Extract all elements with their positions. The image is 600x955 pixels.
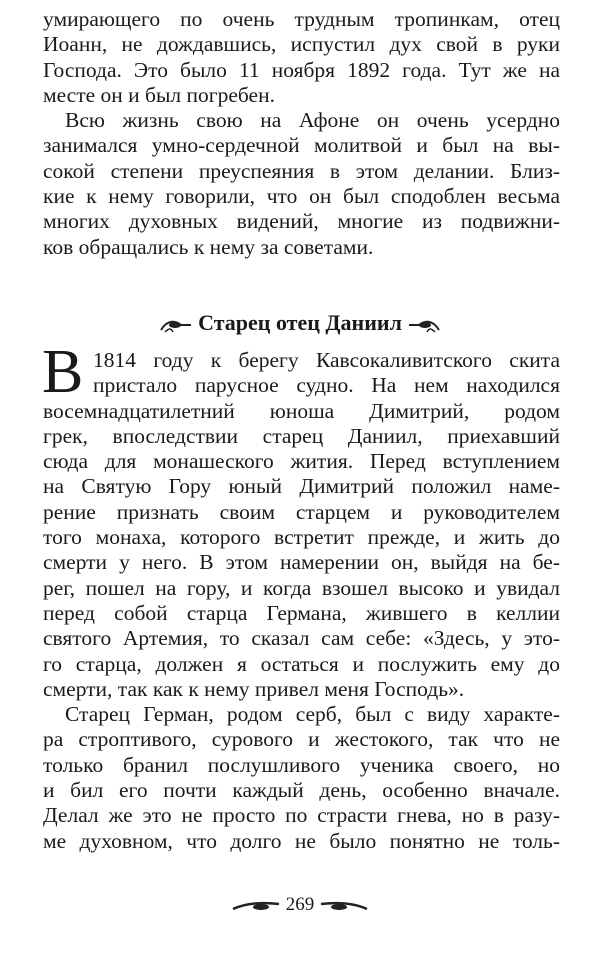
- top-text: [43, 7, 560, 260]
- text-line: го старца, должен я остаться и послужить ему до: [43, 651, 560, 676]
- text-line: пристало парусное судно. На нем находился: [93, 373, 560, 398]
- text-line: рение признать своим старцем и руководителем: [43, 499, 560, 524]
- text-line: ра строптивого, сурового и жестокого, так что не: [43, 727, 560, 752]
- text-line: сюда для монашеского жития. Перед вступлением: [43, 449, 560, 474]
- text-line: многих духовных видений, многие из подвижни-: [43, 209, 560, 234]
- text-line: смерти у него. В этом намерении он, выйдя на бе-: [43, 550, 560, 575]
- text-line: на Святую Гору юный Димитрий положил наме-: [43, 474, 560, 499]
- body-text: [43, 348, 560, 854]
- text-line: Господа. Это было 11 ноября 1892 года. Тут же на: [43, 57, 560, 82]
- text-line: занимался умно-сердечной молитвой и был на вы-: [43, 133, 560, 158]
- text-line: месте он и был погребен.: [43, 82, 275, 107]
- text-line: грек, впоследствии старец Даниил, приехавший: [43, 423, 560, 448]
- text-line: рег, пошел на гору, и когда взошел высоко и увидал: [43, 575, 560, 600]
- text-line: Делал же это не просто по страсти гнева, но в разу-: [43, 803, 560, 828]
- text-line: восемнадцатилетний юноша Димитрий, родом: [43, 398, 560, 423]
- ornament-right-icon: [407, 316, 441, 334]
- ornament-left-icon: [159, 316, 193, 334]
- page-footer: [0, 890, 600, 920]
- text-line: ме духовном, что долго не было понятно не толь-: [43, 828, 560, 853]
- text-line: и бил его почти каждый день, особенно вначале.: [43, 778, 560, 803]
- text-line: кие к нему говорили, что он был сподоблен весьма: [43, 184, 560, 209]
- text-line: Старец Герман, родом серб, был с виду характе-: [65, 702, 560, 727]
- text-line: того монаха, которого встретит прежде, и жить до: [43, 525, 560, 550]
- ornament-right-icon: [319, 899, 369, 913]
- text-line: Иоанн, не дождавшись, испустил дух свой в руки: [43, 32, 560, 57]
- text-line: перед собой старца Германа, жившего в келлии: [43, 600, 560, 625]
- text-line: сокой степени преуспеяния в этом делании. Близ-: [43, 158, 560, 183]
- text-line: ков обращались к нему за советами.: [43, 234, 374, 259]
- ornament-left-icon: [231, 899, 281, 913]
- text-line: только бранил послушливого ученика своего, но: [43, 752, 560, 777]
- text-line: смерти, так как к нему привел меня Господь».: [43, 676, 465, 701]
- text-line: святого Артемия, то сказал сам себе: «Здесь, у это-: [43, 626, 560, 651]
- heading-text: Старец отец Даниил: [198, 310, 402, 335]
- text-line: умирающего по очень трудным тропинкам, отец: [43, 7, 560, 31]
- drop-cap: В: [42, 338, 84, 406]
- text-line: 1814 году к берегу Кавсокаливитского скита: [93, 348, 560, 372]
- section-heading: [0, 306, 600, 340]
- page-number: 269: [285, 894, 315, 915]
- text-line: Всю жизнь свою на Афоне он очень усердно: [65, 108, 560, 133]
